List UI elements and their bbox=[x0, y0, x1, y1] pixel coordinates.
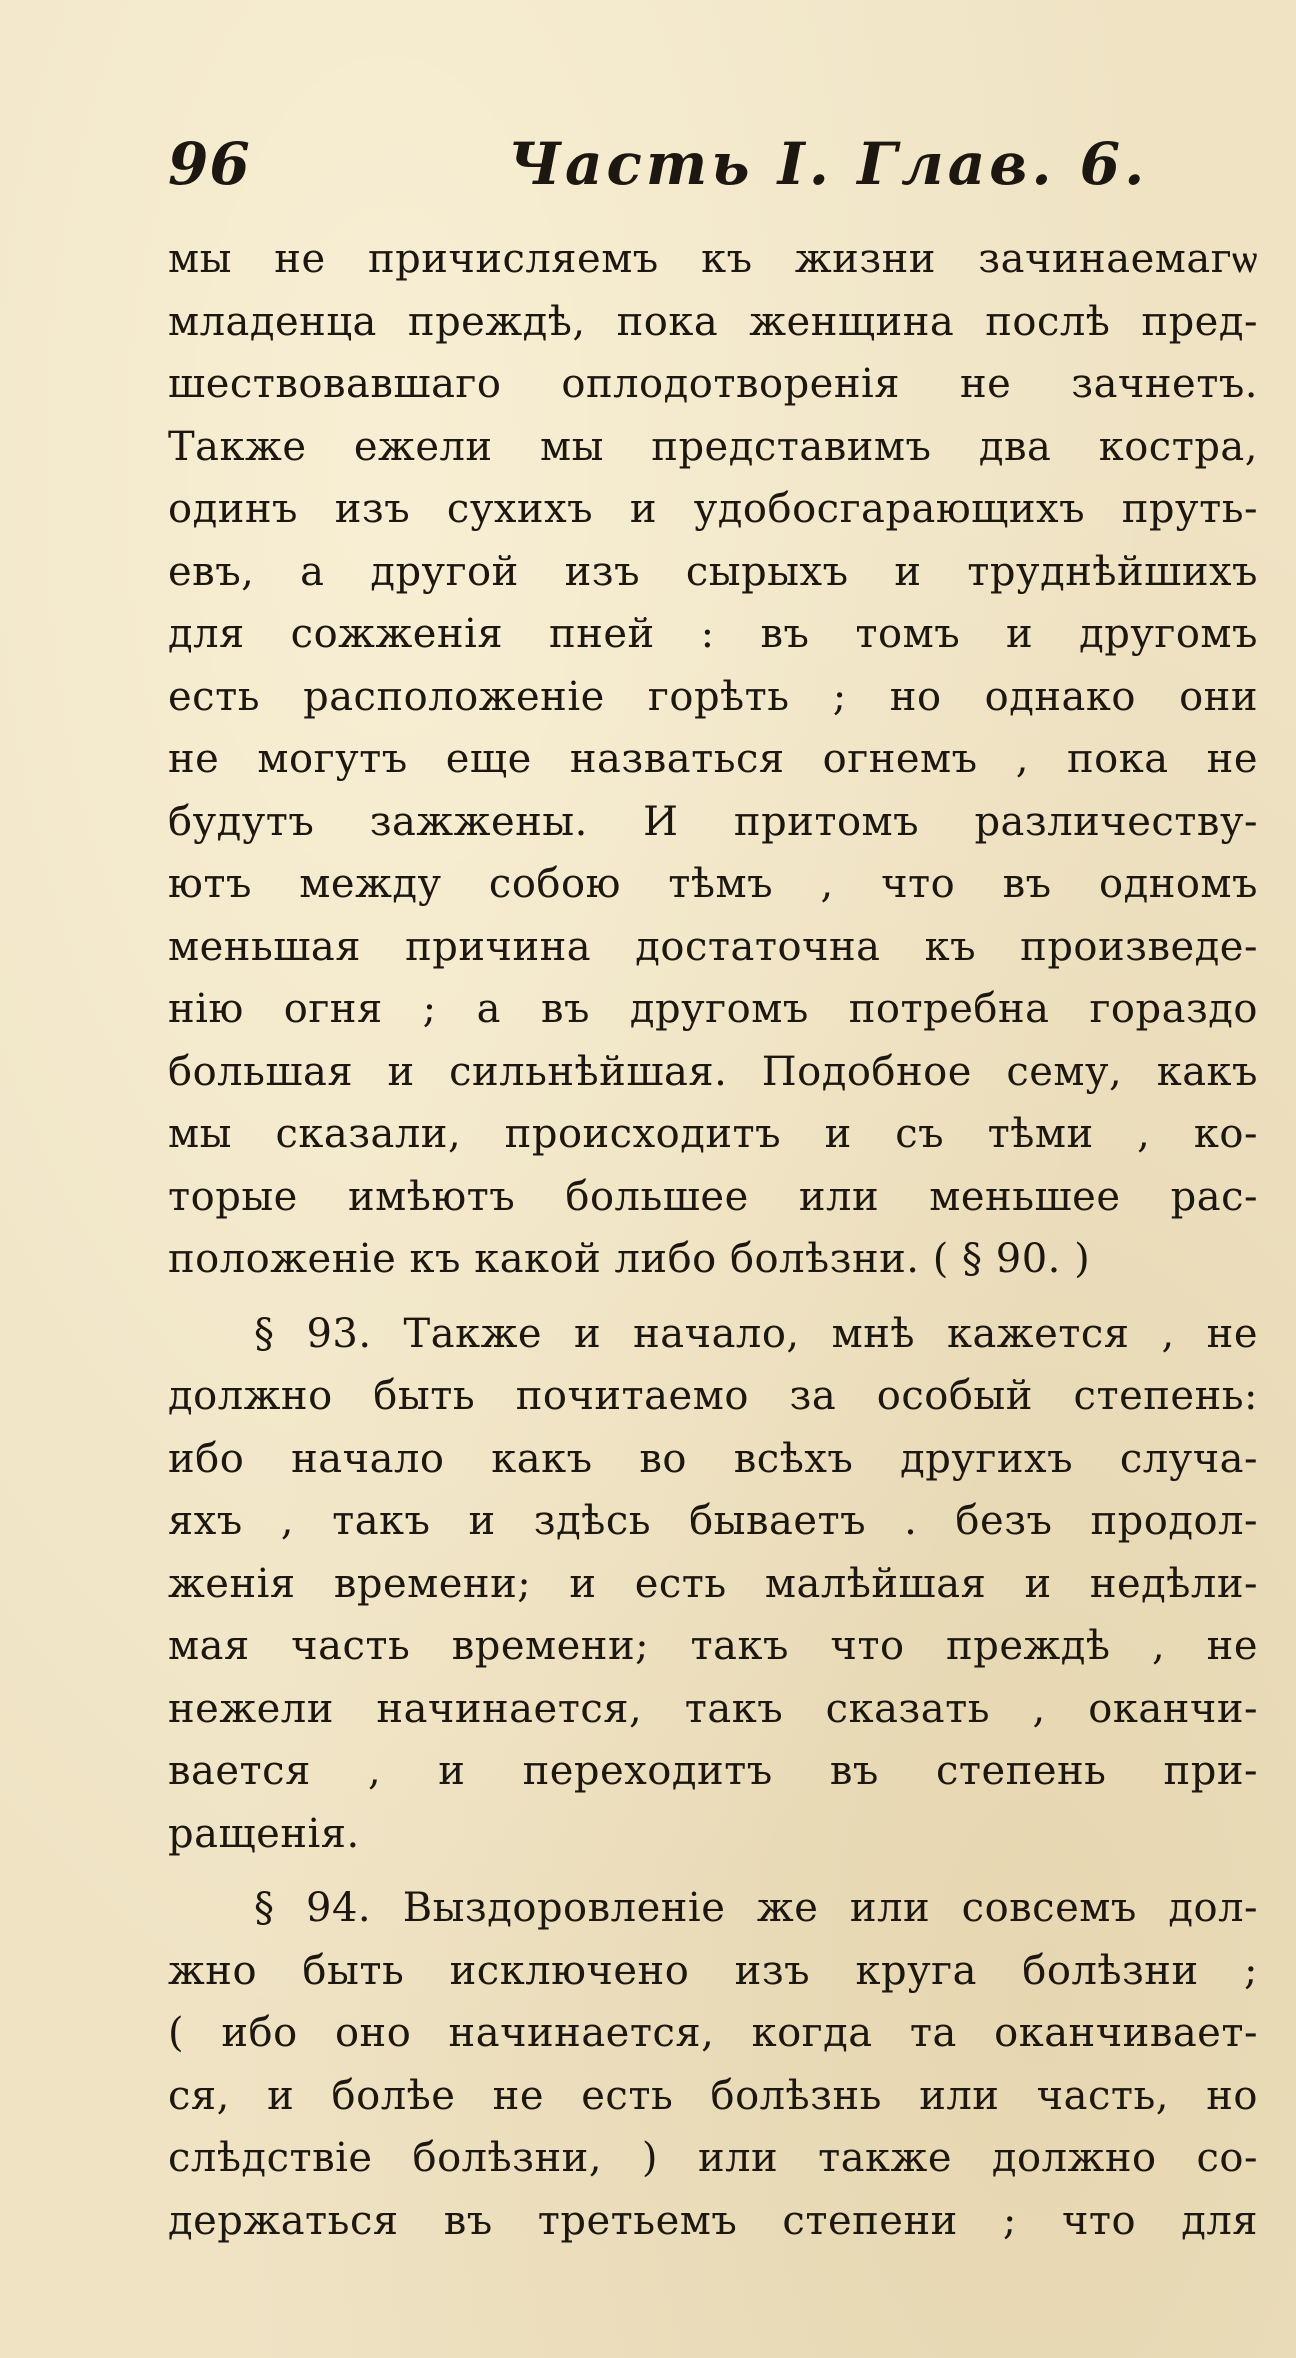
paragraph-section-93 bbox=[168, 1303, 1258, 1866]
chapter-title: Часть I. Глав. 6. bbox=[508, 130, 1149, 198]
text-line: мая часть времени; такъ что преждѣ , не bbox=[168, 1623, 1258, 1669]
text-line: есть расположеніе горѣть ; но однако они bbox=[168, 673, 1258, 720]
text-line: не могутъ еще назваться огнемъ , пока не bbox=[168, 736, 1258, 782]
text-line: будутъ зажжены. И притомъ различеству- bbox=[168, 798, 1258, 845]
text-line: большая и сильнѣйшая. Подобное сему, какъ bbox=[168, 1048, 1258, 1095]
text-line: § 93. Также и начало, мнѣ кажется , не bbox=[254, 1310, 1258, 1357]
text-line: ютъ между собою тѣмъ , что въ одномъ bbox=[168, 861, 1258, 907]
body-text bbox=[168, 228, 1258, 2252]
text-line: ращенія. bbox=[168, 1810, 360, 1857]
text-line: женія времени; и есть малѣйшая и недѣли- bbox=[168, 1560, 1258, 1607]
text-line: вается , и переходитъ въ степень при- bbox=[168, 1748, 1258, 1794]
text-line: яхъ , такъ и здѣсь бываетъ . безъ продол- bbox=[168, 1498, 1258, 1544]
text-line: евъ, а другой изъ сырыхъ и труднѣйшихъ bbox=[168, 548, 1258, 595]
text-line: мы сказали, происходитъ и съ тѣми , ко- bbox=[168, 1111, 1258, 1157]
text-line: шествовавшаго оплодотворенія не зачнетъ. bbox=[168, 361, 1258, 407]
text-line: нежели начинается, такъ сказать , оканчи- bbox=[168, 1685, 1258, 1732]
text-line: одинъ изъ сухихъ и удобосгарающихъ пруть- bbox=[168, 486, 1258, 532]
text-line: положеніе къ какой либо болѣзни. ( § 90. ) bbox=[168, 1236, 1091, 1282]
text-line: ся, и болѣе не есть болѣзнь или часть, но bbox=[168, 2072, 1258, 2119]
text-line: меньшая причина достаточна къ произведе- bbox=[168, 923, 1258, 970]
page-number: 96 bbox=[168, 130, 251, 198]
paragraph-section-94 bbox=[168, 1877, 1258, 2252]
text-line: § 94. Выздоровленіе же или совсемъ дол- bbox=[254, 1885, 1258, 1931]
text-line: держаться въ третьемъ степени ; что для bbox=[168, 2197, 1258, 2244]
text-line: нію огня ; а въ другомъ потребна гораздо bbox=[168, 986, 1258, 1032]
text-line: мы не причисляемъ къ жизни зачинаемагѡ bbox=[168, 236, 1258, 282]
text-line: слѣдствіе болѣзни, ) или также должно со- bbox=[168, 2135, 1258, 2181]
text-line: Также ежели мы представимъ два костра, bbox=[168, 423, 1258, 470]
text-line: должно быть почитаемо за особый степень: bbox=[168, 1373, 1258, 1419]
text-line: ( ибо оно начинается, когда та оканчивает- bbox=[168, 2010, 1258, 2056]
running-head bbox=[168, 130, 1168, 210]
text-line: ибо начало какъ во всѣхъ другихъ случа- bbox=[168, 1435, 1258, 1482]
text-line: для сожженія пней : въ томъ и другомъ bbox=[168, 611, 1258, 657]
paragraph-continuation bbox=[168, 228, 1258, 1291]
text-line: торые имѣютъ большее или меньшее рас- bbox=[168, 1173, 1258, 1220]
text-line: жно быть исключено изъ круга болѣзни ; bbox=[168, 1947, 1258, 1994]
text-line: младенца преждѣ, пока женщина послѣ пред- bbox=[168, 298, 1258, 345]
